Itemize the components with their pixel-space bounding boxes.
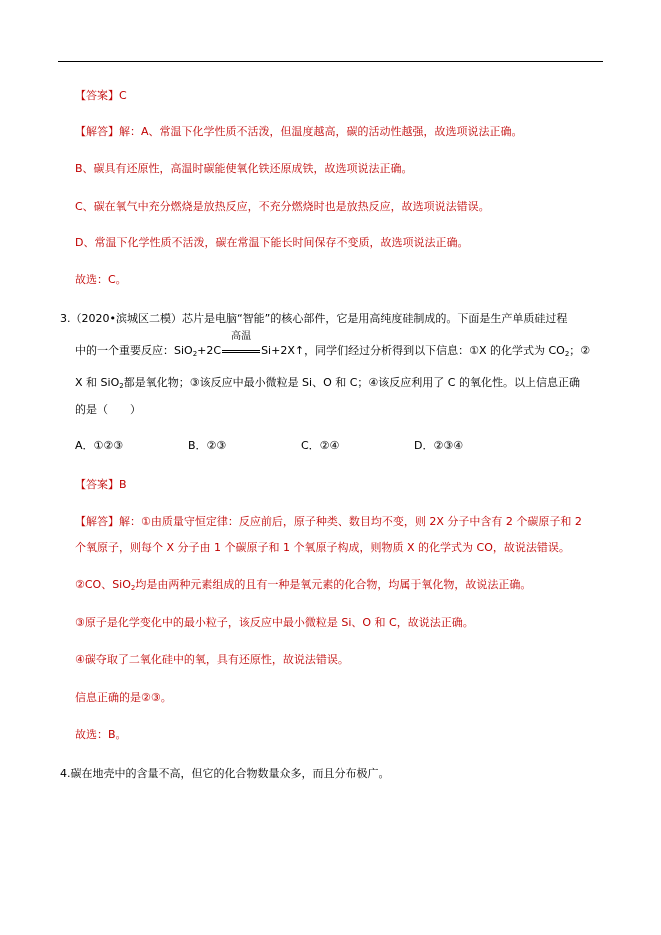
q2-answer — [75, 88, 127, 104]
subscript: 2 — [192, 350, 198, 358]
q4-stem: 4.碳在地壳中的含量不高，但它的化合物数量众多，而且分布极广。 — [60, 767, 390, 780]
q3-analysis-line-3 — [75, 577, 531, 596]
q3-analysis-line-6: 信息正确的是②③。 — [75, 691, 172, 704]
q2-answer-value: C — [119, 89, 127, 102]
q3-stem-text-2a: 中的一个重要反应：SiO — [75, 344, 193, 357]
q3-analysis-line-5: ④碳夺取了二氧化硅中的氧，具有还原性，故说法错误。 — [75, 653, 349, 666]
q3-stem-text-2c: Si+2X↑，同学们经过分析得到以下信息：①X 的化学式为 CO — [261, 344, 565, 357]
q3-stem-line-1 — [60, 311, 567, 327]
q3-analysis-label: 【解答】 — [75, 515, 119, 528]
reaction-condition-arrow — [221, 331, 261, 359]
q3-stem-line-4: 的是（ ） — [75, 403, 141, 416]
q2-analysis-text-1: 解：A、常温下化学性质不活泼，但温度越高，碳的活动性越强，故选项说法正确。 — [119, 125, 523, 138]
q3-stem-text-3b: 都是氧化物；③该反应中最小微粒是 Si、O 和 C；④该反应利用了 C 的氧化性。以上信息正确 — [123, 376, 580, 389]
q2-analysis-line-3: C、碳在氧气中充分燃烧是放热反应，不充分燃烧时也是放热反应，故选项说法错误。 — [75, 200, 490, 213]
subscript: 2 — [130, 584, 136, 592]
q3-analysis-line-1 — [75, 514, 582, 530]
q3-analysis-line-2: 个氧原子，则每个 X 分子由 1 个碳原子和 1 个氧原子构成，则物质 X 的化学式为 CO，故说法错误。 — [75, 541, 570, 554]
q3-stem-text-2b: +2C — [197, 344, 222, 357]
equals-bar-top — [222, 350, 260, 351]
q3-analysis-line-4: ③原子是化学变化中的最小粒子，该反应中最小微粒是 Si、O 和 C，故说法正确。 — [75, 616, 474, 629]
q3-option-c: C．②④ — [301, 439, 340, 452]
subscript: 2 — [564, 350, 570, 358]
q3-analysis-text-3b: 均是由两种元素组成的且有一种是氧元素的化合物，均属于氧化物，故说法正确。 — [135, 578, 532, 591]
reaction-condition: 高温 — [231, 331, 252, 342]
subscript: 2 — [119, 382, 124, 390]
q2-conclusion: 故选：C。 — [75, 273, 127, 286]
q3-answer-label: 【答案】 — [75, 478, 119, 491]
header-rule — [58, 61, 603, 62]
equals-bar-bottom — [222, 352, 260, 353]
q2-analysis-line-1 — [75, 124, 523, 140]
q3-option-d: D．②③④ — [414, 439, 464, 452]
q3-stem-text-1: （2020•滨城区二模）芯片是电脑“智能”的核心部件，它是用高纯度硅制成的。下面是生产单质硅过程 — [70, 312, 568, 325]
q3-option-a: A．①②③ — [75, 439, 124, 452]
q2-answer-label: 【答案】 — [75, 89, 119, 102]
q3-number: 3. — [60, 312, 71, 325]
q3-analysis-text-1: 解：①由质量守恒定律：反应前后，原子种类、数目均不变，则 2X 分子中含有 2 个碳原子和 2 — [119, 515, 582, 528]
q3-stem-text-2d: ；② — [569, 344, 591, 357]
q2-analysis-label: 【解答】 — [75, 125, 119, 138]
q3-answer-value: B — [119, 478, 127, 491]
q3-answer — [75, 477, 127, 493]
q3-option-b: B．②③ — [188, 439, 227, 452]
q3-stem-text-3a: X 和 SiO — [75, 376, 120, 389]
q3-conclusion: 故选：B。 — [75, 728, 127, 741]
q3-analysis-text-3a: ②CO、SiO — [75, 578, 131, 591]
q3-stem-line-3 — [75, 375, 580, 394]
q2-analysis-line-2: B、碳具有还原性，高温时碳能使氧化铁还原成铁，故选项说法正确。 — [75, 162, 413, 175]
q3-stem-line-2 — [75, 331, 591, 362]
q2-analysis-line-4: D、常温下化学性质不活泼，碳在常温下能长时间保存不变质，故选项说法正确。 — [75, 236, 469, 249]
